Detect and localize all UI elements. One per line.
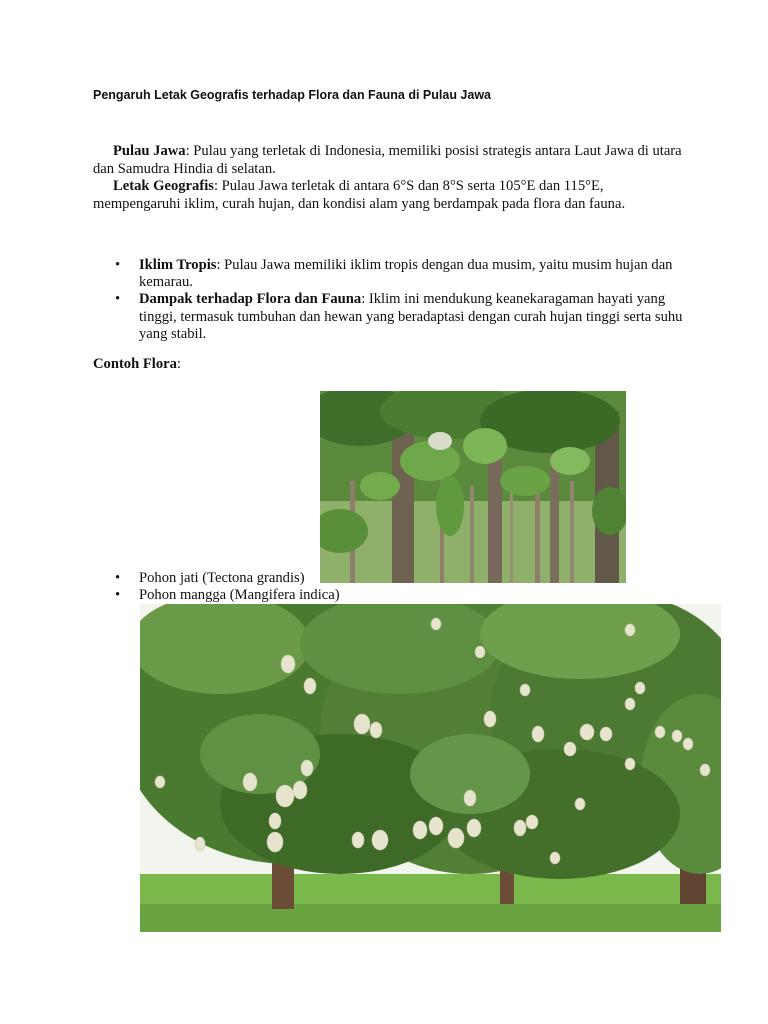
bullet-dot-icon: •: [115, 570, 121, 586]
bullet-dot-icon: •: [115, 587, 121, 604]
term-dampak: Dampak terhadap Flora dan Fauna: [139, 291, 362, 308]
teak-forest-illustration: [320, 391, 626, 583]
list-item-iklim-tropis: [93, 257, 683, 291]
list-item-dampak: [93, 291, 683, 343]
text-dampak: : Iklim ini mendukung keanekaragaman hayati yang tinggi, termasuk tumbuhan dan hewan yang beradaptasi dengan curah hujan tinggi serta suhu yang stabil.: [139, 291, 683, 342]
document-title: Pengaruh Letak Geografis terhadap Flora dan Fauna di Pulau Jawa: [93, 88, 492, 102]
paragraph-pulau-jawa: [93, 143, 683, 178]
bullet-dot-icon: •: [115, 291, 121, 308]
term-iklim-tropis: Iklim Tropis: [139, 257, 217, 273]
text-letak-geografis: : Pulau Jawa terletak di antara 6°S dan 8°S serta 105°E dan 115°E, mempengaruhi iklim, curah hujan, dan kondisi alam yang berdampak pada flora dan fauna.: [93, 178, 626, 212]
climate-bullet-list: [93, 257, 683, 343]
paragraph-letak-geografis: [93, 178, 683, 213]
list-item-pohon-jati: [93, 570, 683, 587]
flora-item-jati: Pohon jati (Tectona grandis): [139, 570, 305, 586]
flora-heading: Contoh Flora:: [93, 356, 181, 372]
flora-item-mangga: Pohon mangga (Mangifera indica): [139, 587, 340, 604]
mango-tree-illustration: [140, 604, 721, 932]
mango-tree-photo: [140, 604, 721, 932]
term-letak-geografis: Letak Geografis: [113, 178, 214, 194]
bullet-dot-icon: •: [115, 257, 121, 273]
flora-bullet-list: [93, 570, 683, 604]
text-pulau-jawa: : Pulau yang terletak di Indonesia, memiliki posisi strategis antara Laut Jawa di utara dan Samudra Hindia di selatan.: [93, 143, 682, 177]
text-iklim-tropis: : Pulau Jawa memiliki iklim tropis dengan dua musim, yaitu musim hujan dan kemarau.: [139, 257, 673, 291]
list-item-pohon-mangga: [93, 587, 683, 604]
term-pulau-jawa: Pulau Jawa: [113, 143, 186, 159]
teak-forest-photo: [320, 391, 626, 583]
